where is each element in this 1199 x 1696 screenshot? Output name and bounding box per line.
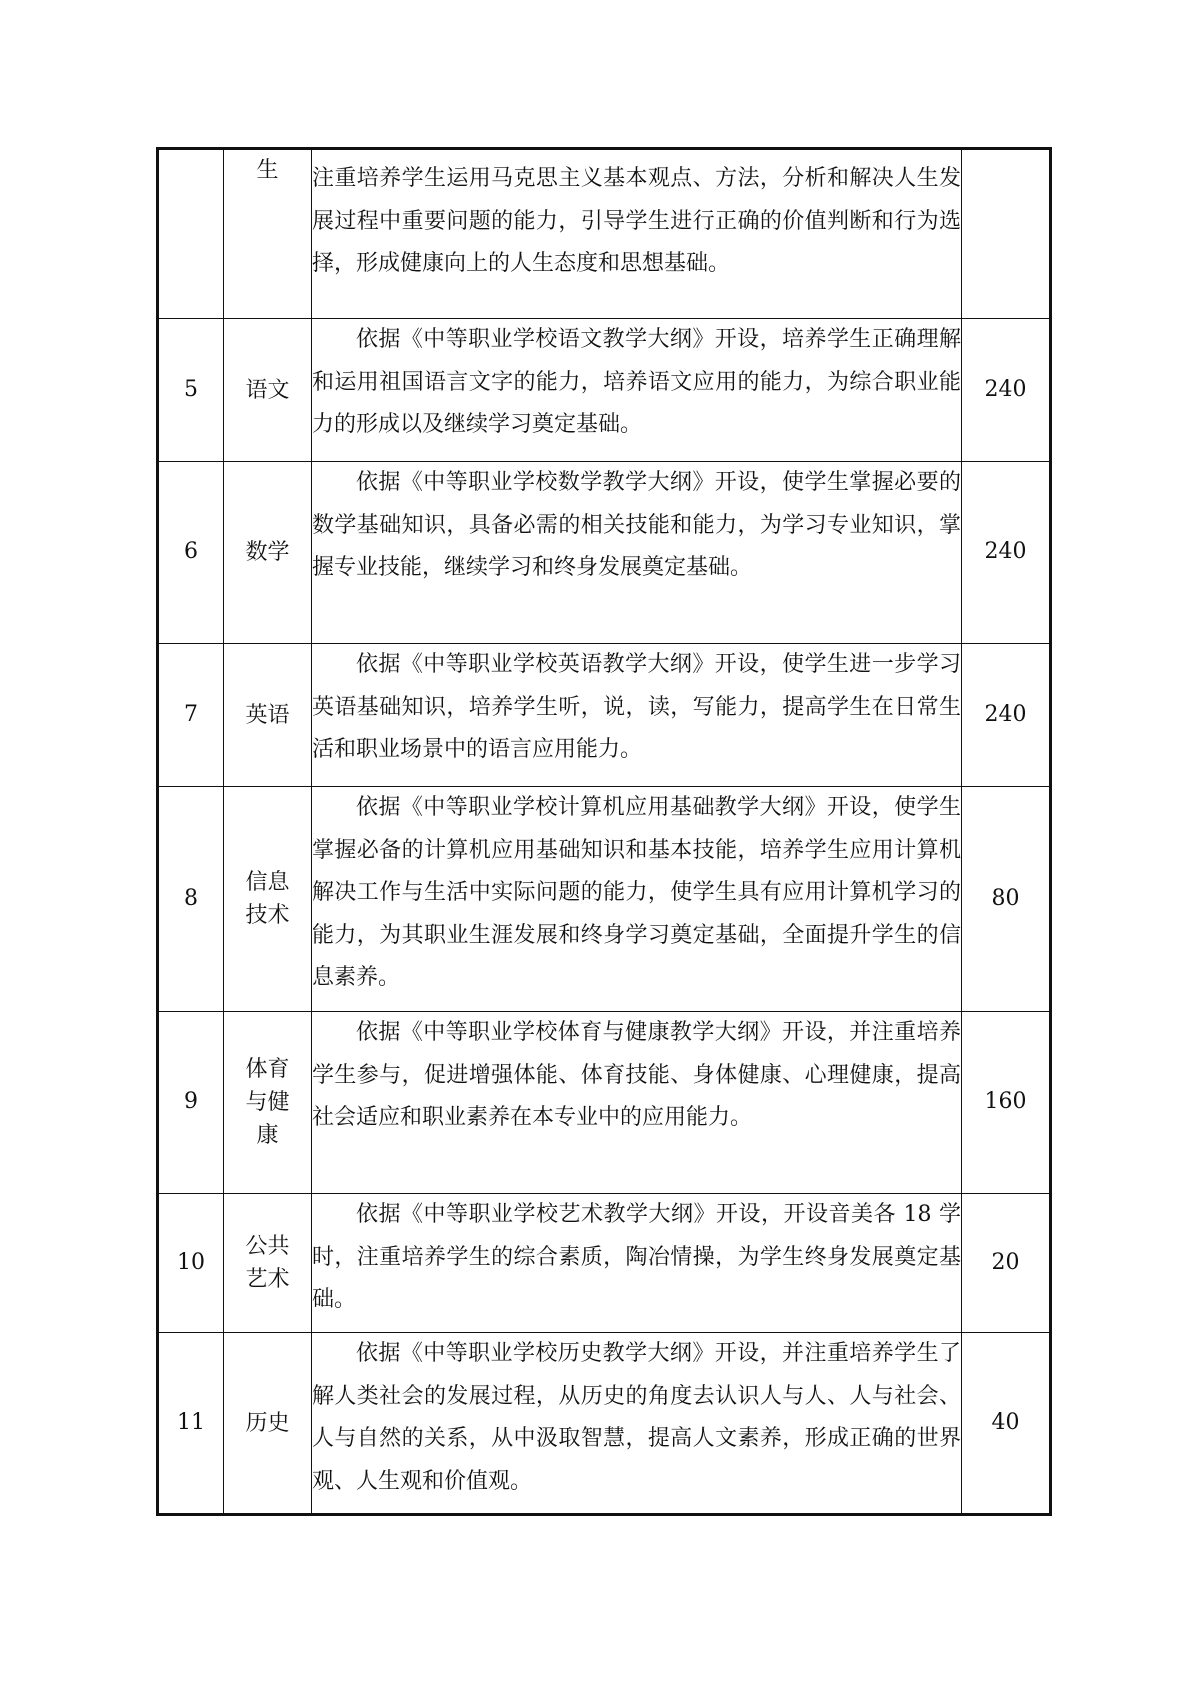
course-number: 9 [158, 1012, 224, 1194]
table-row [158, 644, 1051, 787]
course-description-cell [312, 787, 962, 1012]
course-description-cell [312, 149, 962, 319]
course-name: 历史 [245, 1410, 290, 1436]
table-row [158, 787, 1051, 1012]
course-number: 6 [158, 462, 224, 644]
course-hours: 80 [962, 787, 1051, 1012]
course-table [156, 147, 1052, 1516]
table-row [158, 1333, 1051, 1515]
course-hours: 240 [962, 319, 1051, 462]
course-hours: 240 [962, 644, 1051, 787]
course-description: 依据《中等职业学校语文教学大纲》开设，培养学生正确理解和运用祖国语言文字的能力，培养语文应用的能力，为综合职业能力的形成以及继续学习奠定基础。 [312, 327, 961, 437]
course-name: 数学 [245, 540, 290, 565]
course-hours [962, 149, 1051, 319]
course-name-cell [224, 1194, 312, 1333]
course-number: 5 [158, 319, 224, 462]
course-name-cell [224, 644, 312, 787]
course-description-cell [312, 462, 962, 644]
course-name: 英语 [245, 702, 290, 728]
course-hours: 40 [962, 1333, 1051, 1515]
course-name-cell [224, 319, 312, 462]
table-row [158, 1194, 1051, 1333]
course-name: 语文 [245, 377, 290, 403]
course-description: 依据《中等职业学校英语教学大纲》开设，使学生进一步学习英语基础知识，培养学生听，说，读，写能力，提高学生在日常生活和职业场景中的语言应用能力。 [312, 652, 961, 762]
course-name-cell [224, 1333, 312, 1515]
course-number [158, 149, 224, 319]
course-description-cell [312, 1333, 962, 1515]
course-number: 7 [158, 644, 224, 787]
course-description: 注重培养学生运用马克思主义基本观点、方法，分析和解决人生发展过程中重要问题的能力，引导学生进行正确的价值判断和行为选择，形成健康向上的人生态度和思想基础。 [312, 166, 961, 276]
table-row [158, 149, 1051, 319]
course-description: 依据《中等职业学校数学教学大纲》开设，使学生掌握必要的数学基础知识，具备必需的相关技能和能力，为学习专业知识，掌握专业技能，继续学习和终身发展奠定基础。 [312, 470, 961, 580]
table-row [158, 1012, 1051, 1194]
table-row [158, 462, 1051, 644]
course-name-cell [224, 462, 312, 644]
course-name: 体育与健康 [245, 1057, 290, 1148]
course-number: 11 [158, 1333, 224, 1515]
course-description-cell [312, 319, 962, 462]
course-description: 依据《中等职业学校历史教学大纲》开设，并注重培养学生了解人类社会的发展过程，从历史的角度去认识人与人、人与社会、人与自然的关系，从中汲取智慧，提高人文素养，形成正确的世界观、人生观和价值观。 [312, 1341, 961, 1494]
course-name-cell [224, 787, 312, 1012]
table-row [158, 319, 1051, 462]
course-hours: 160 [962, 1012, 1051, 1194]
course-hours: 20 [962, 1194, 1051, 1333]
course-hours: 240 [962, 462, 1051, 644]
course-name-cell [224, 149, 312, 319]
course-description: 依据《中等职业学校艺术教学大纲》开设，开设音美各 18 学时，注重培养学生的综合素质，陶冶情操，为学生终身发展奠定基础。 [312, 1202, 961, 1312]
course-number: 8 [158, 787, 224, 1012]
course-description-cell [312, 644, 962, 787]
course-name: 生 [256, 158, 279, 183]
course-description-cell [312, 1012, 962, 1194]
course-name: 公共艺术 [245, 1234, 290, 1292]
course-number: 10 [158, 1194, 224, 1333]
course-name: 信息技术 [245, 870, 290, 928]
course-description: 依据《中等职业学校体育与健康教学大纲》开设，并注重培养学生参与，促进增强体能、体育技能、身体健康、心理健康，提高社会适应和职业素养在本专业中的应用能力。 [312, 1020, 961, 1130]
course-description: 依据《中等职业学校计算机应用基础教学大纲》开设，使学生掌握必备的计算机应用基础知识和基本技能，培养学生应用计算机解决工作与生活中实际问题的能力，使学生具有应用计算机学习的能力，为其职业生涯发展和终身学习奠定基础，全面提升学生的信息素养。 [312, 795, 961, 990]
course-description-cell [312, 1194, 962, 1333]
course-name-cell [224, 1012, 312, 1194]
